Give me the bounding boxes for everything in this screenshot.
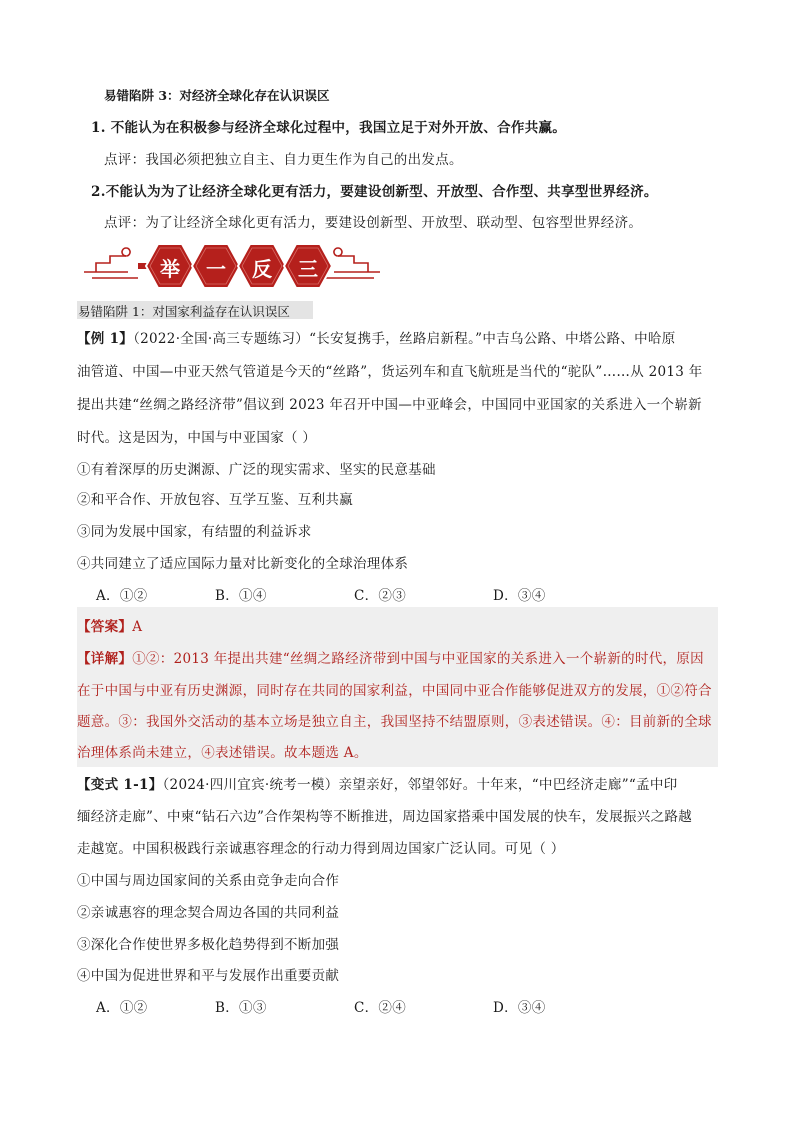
banner-char-2: 一 [206, 257, 226, 281]
variant-statement-3: ③深化合作使世界多极化趋势得到不断加强 [77, 937, 340, 953]
example1-statement-4: ④共同建立了适应国际力量对比新变化的全球治理体系 [77, 556, 409, 572]
example1-statement-2: ②和平合作、开放包容、互学互鉴、互利共赢 [77, 492, 353, 508]
answer-line [77, 615, 142, 635]
variant-option-c: C．②④ [354, 1000, 407, 1016]
answer-label: 【答案】 [77, 619, 133, 635]
trap3-item2: 2.不能认为为了让经济全球化更有活力，要建设创新型、开放型、合作型、共享型世界经济。 [91, 184, 658, 200]
variant-line-3: 走越宽。中国积极践行亲诚惠容理念的行动力得到周边国家广泛认同。可见（ ） [77, 841, 565, 857]
trap3-comment1: 点评：我国必须把独立自主、自力更生作为自己的出发点。 [104, 152, 463, 168]
variant-statement-2: ②亲诚惠容的理念契合周边各国的共同利益 [77, 905, 340, 921]
explanation-line-4: 治理体系尚未建立，④表述错误。故本题选 A。 [77, 745, 368, 761]
example1-statement-1: ①有着深厚的历史渊源、广泛的现实需求、坚实的民意基础 [77, 462, 436, 478]
variant-statement-4: ④中国为促进世界和平与发展作出重要贡献 [77, 968, 340, 984]
trap3-title: 易错陷阱 3：对经济全球化存在认识误区 [104, 88, 330, 103]
section-banner [82, 236, 382, 294]
banner-char-4: 三 [298, 257, 318, 281]
variant-option-d: D．③④ [493, 1000, 546, 1016]
example1-label: 【例 1】 [77, 331, 134, 347]
example1-option-a: A．①② [96, 588, 148, 604]
trap3-item1: 1. 不能认为在积极参与经济全球化过程中，我国立足于对外开放、合作共赢。 [91, 120, 567, 136]
example1-option-b: B．①④ [215, 588, 267, 604]
explanation-line-1: 【详解】①②：2013 年提出共建“丝绸之路经济带到中国与中亚国家的关系进入一个崭新的时代，原因 [77, 651, 704, 667]
trap3-comment2: 点评：为了让经济全球化更有活力，要建设创新型、开放型、联动型、包容型世界经济。 [104, 215, 643, 231]
variant-label: 【变式 1-1】 [77, 777, 163, 793]
variant-line-1: 【变式 1-1】（2024·四川宜宾·统考一模）亲望亲好，邻望邻好。十年来，“中巴经济走廊”“孟中印 [77, 777, 678, 793]
example1-line-3: 提出共建“丝绸之路经济带”倡议到 2023 年召开中国—中亚峰会，中国同中亚国家的关系进入一个崭新 [77, 397, 702, 413]
banner-decoration [82, 236, 382, 294]
explanation-label: 【详解】 [77, 651, 133, 667]
example1-statement-3: ③同为发展中国家，有结盟的利益诉求 [77, 524, 312, 540]
variant-line-2: 缅经济走廊”、中柬“钻石六边”合作架构等不断推进，周边国家搭乘中国发展的快车，发展振兴之路越 [77, 809, 693, 825]
banner-char-3: 反 [252, 257, 272, 281]
explanation-line-3: 题意。③：我国外交活动的基本立场是独立自主，我国坚持不结盟原则，③表述错误。④：目前新的全球 [77, 714, 712, 730]
variant-statement-1: ①中国与周边国家间的关系由竞争走向合作 [77, 873, 340, 889]
variant-option-b: B．①③ [215, 1000, 267, 1016]
banner-char-1: 举 [160, 257, 180, 281]
example1-line-2: 油管道、中国—中亚天然气管道是今天的“丝路”，货运列车和直飞航班是当代的“驼队”……从 2013 年 [77, 364, 703, 380]
example1-option-d: D．③④ [493, 588, 546, 604]
answer-value: A [132, 619, 143, 635]
example1-option-c: C．②③ [354, 588, 407, 604]
explanation-line-2: 在于中国与中亚有历史渊源，同时存在共同的国家利益，中国同中亚合作能够促进双方的发展，①②符合 [77, 683, 712, 699]
variant-option-a: A．①② [96, 1000, 148, 1016]
example1-line-1: 【例 1】（2022·全国·高三专题练习）“长安复携手，丝路启新程。”中吉乌公路、中塔公路、中哈原 [77, 331, 676, 347]
example1-line-4: 时代。这是因为，中国与中亚国家（ ） [77, 430, 317, 446]
trap1-title: 易错陷阱 1：对国家利益存在认识误区 [78, 304, 290, 319]
